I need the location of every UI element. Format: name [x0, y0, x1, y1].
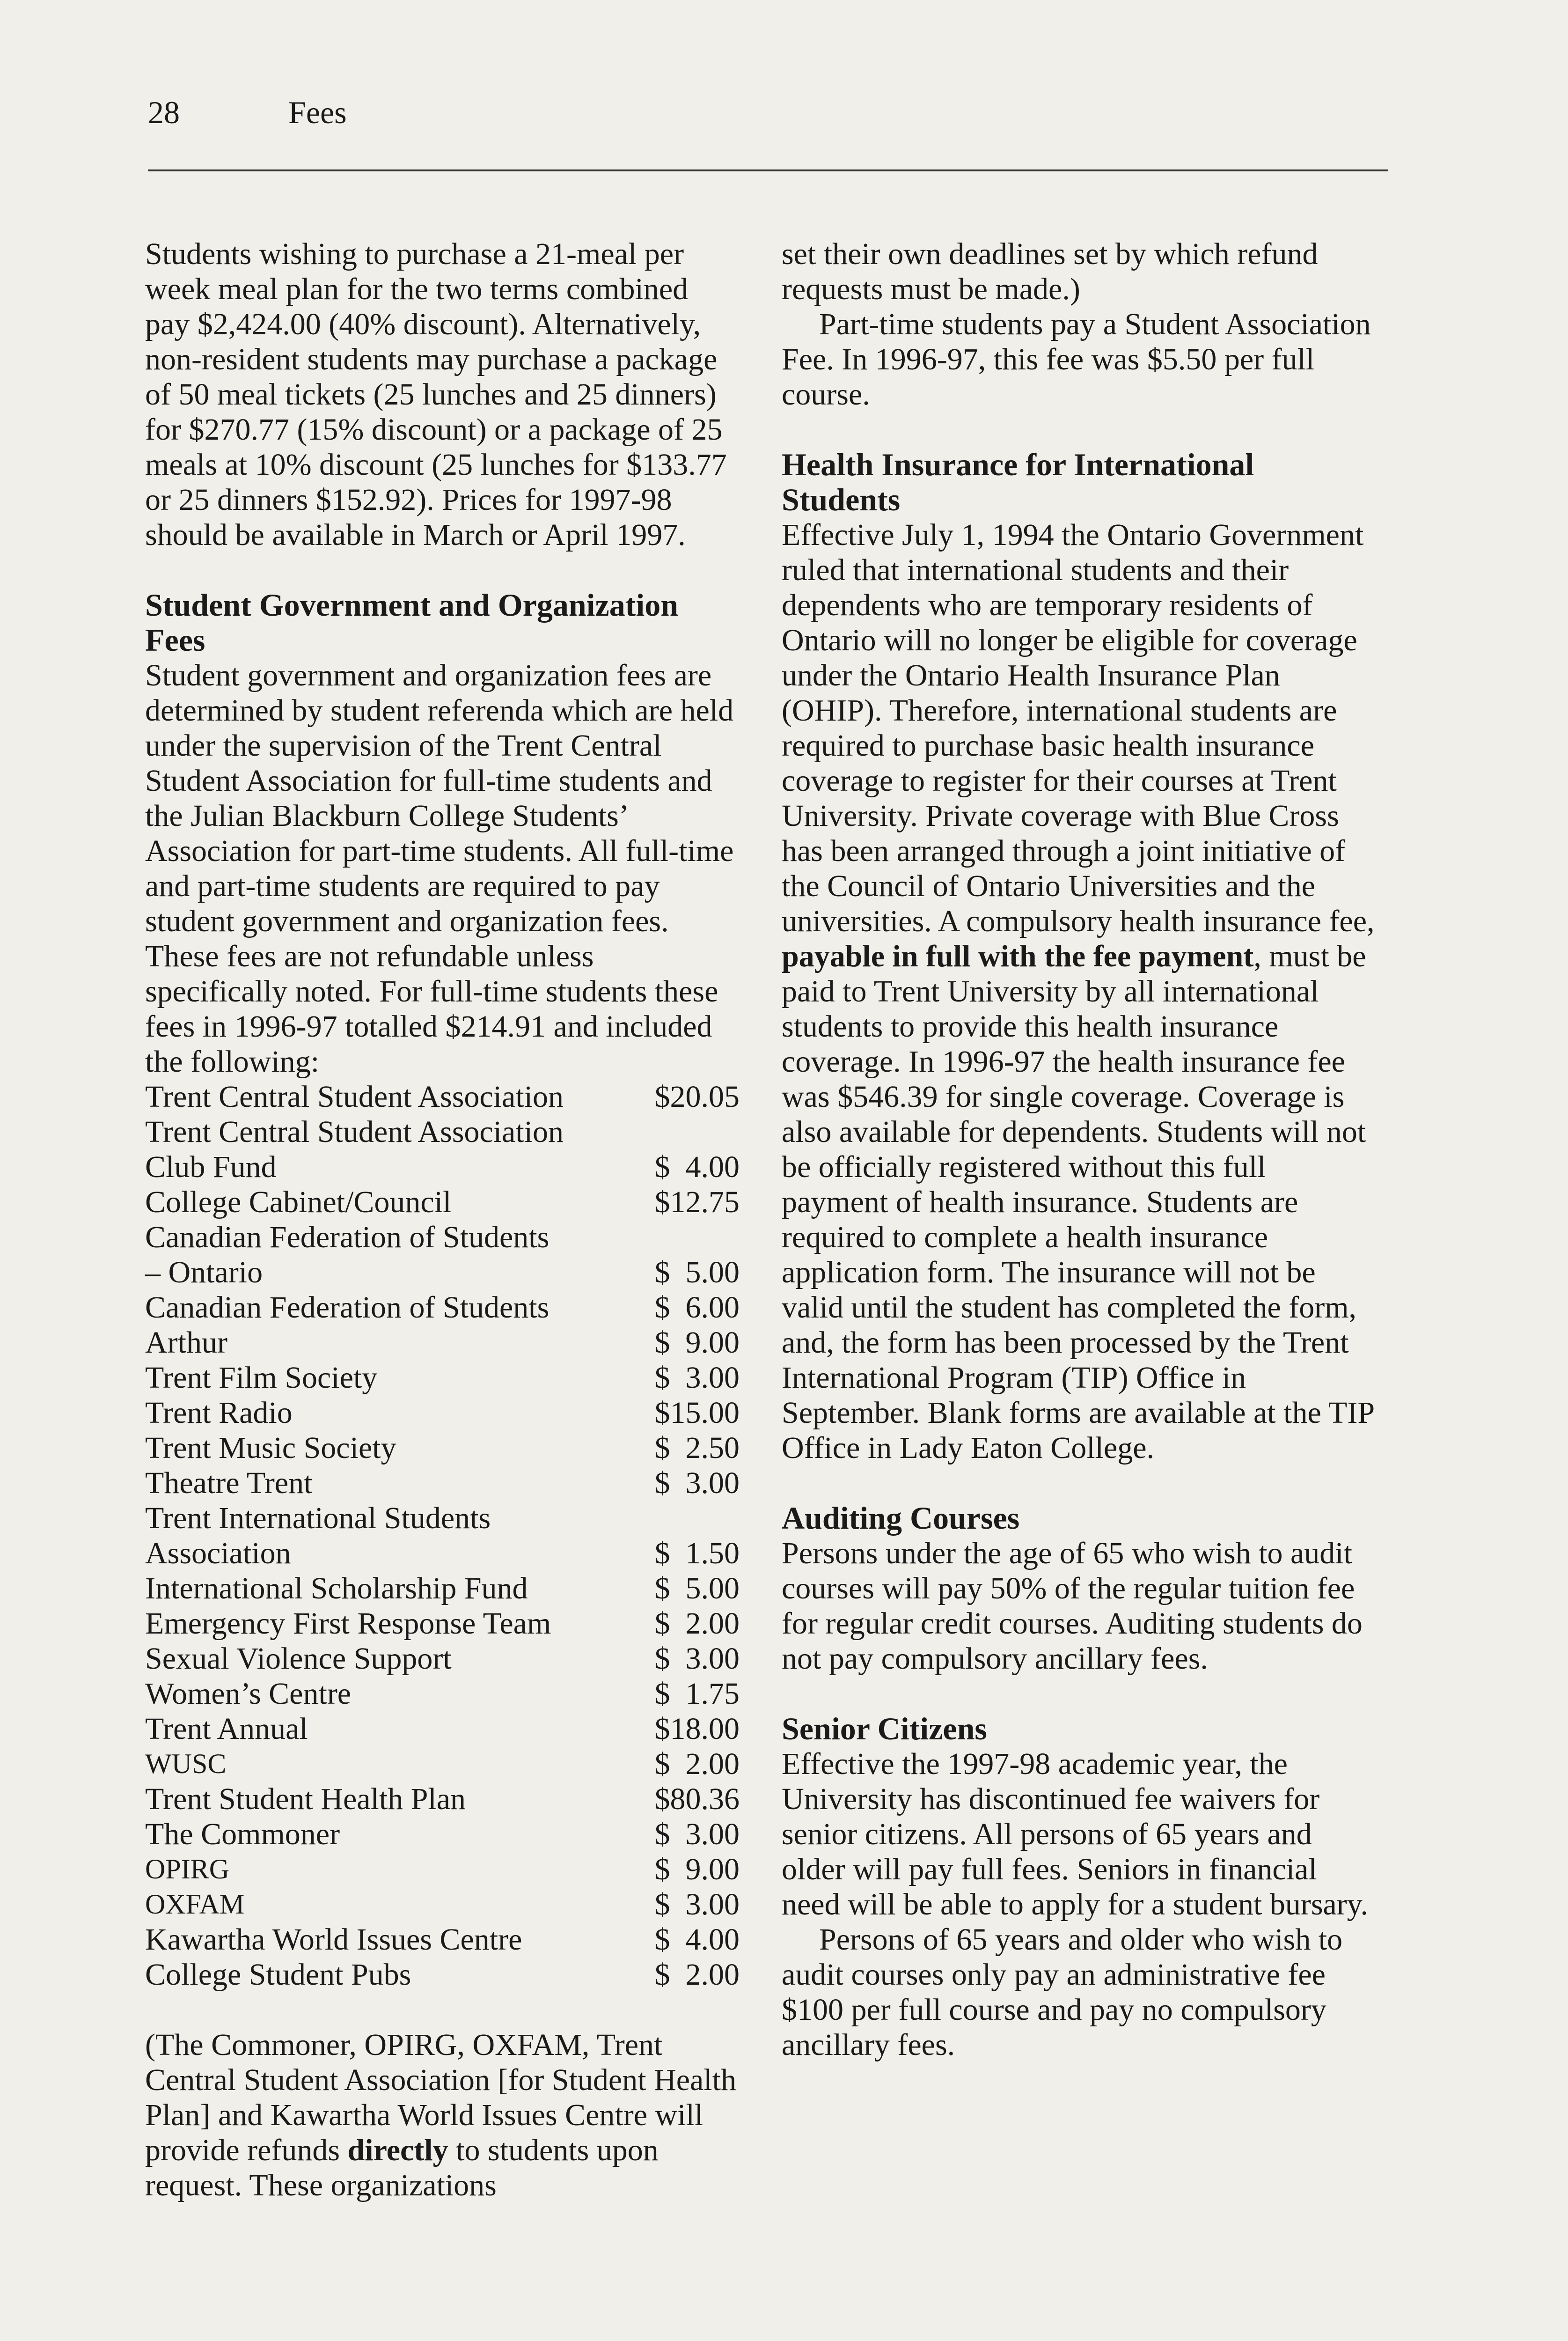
fee-name: College Cabinet/Council: [145, 1185, 452, 1219]
fee-name: Trent International Students: [145, 1501, 491, 1535]
auditing-courses-paragraph: Persons under the age of 65 who wish to audit courses will pay 50% of the regular tuition fee for regular credit courses. Auditing students do not pay compulsory ancillary fees.: [782, 1536, 1363, 1676]
fee-amount: [632, 1501, 740, 1536]
fee-amount: $ 2.50: [654, 1431, 740, 1465]
page-header: [148, 94, 347, 131]
fee-name: Trent Film Society: [145, 1361, 378, 1395]
fee-name: Emergency First Response Team: [145, 1606, 551, 1641]
fee-row: [145, 1536, 740, 1571]
fee-amount: $ 1.50: [654, 1536, 740, 1570]
fee-amount: $15.00: [654, 1396, 740, 1430]
student-government-paragraph: Student government and organization fees are determined by student referenda which are held under the supervision of the Trent Central Student Association for full-time students and the Julian Blackburn College Students’ Association for part-time students. All full-time and part-time students are required to pay student government and organization fees. These fees are not refundable unless specifically noted. For full-time students these fees in 1996-97 totalled $214.91 and included the following:: [145, 658, 734, 1079]
fee-row: [145, 1852, 740, 1887]
health-insurance-text-end: , must be paid to Trent University by all international students to provide this health insurance coverage. In 1996-97 the health insurance fee was $546.39 for single coverage. Coverage is also available for dependents. Students will not be officially registered without this full payment of health insurance. Students are required to complete a health insurance application form. The insurance will not be valid until the student has completed the form, and, the form has been processed by the Trent International Program (TIP) Office in September. Blank forms are available at the TIP Office in Lady Eaton College.: [782, 939, 1374, 1465]
spacer: [782, 412, 1376, 447]
fee-amount: $ 5.00: [654, 1255, 740, 1289]
health-insurance-text: Effective July 1, 1994 the Ontario Government ruled that international students and their dependents who are temporary residents of Ontario will no longer be eligible for coverage under the Ontario Health Insurance Plan (OHIP). Therefore, international students are required to purchase basic health insurance coverage to register for their courses at Trent University. Private coverage with Blue Cross has been arranged through a joint initiative of the Council of Ontario Universities and the universities. A compulsory health insurance fee,: [782, 518, 1375, 938]
refund-note-emphasis: directly: [347, 2133, 448, 2167]
fee-row: [145, 1711, 740, 1746]
fee-list: [145, 1079, 740, 1992]
fee-row: [145, 1255, 740, 1290]
fee-row: [145, 1746, 740, 1782]
spacer: [145, 1992, 740, 2027]
fee-amount: $80.36: [654, 1782, 740, 1816]
senior-citizens-paragraph: Effective the 1997-98 academic year, the University has discontinued fee waivers for senior citizens. All persons of 65 years and older will pay full fees. Seniors in financial need will be able to apply for a student bursary.: [782, 1747, 1369, 1921]
fee-row: [145, 1922, 740, 1957]
fee-name: OPIRG: [145, 1854, 230, 1885]
refund-note: [145, 2027, 740, 2203]
fee-name: Theatre Trent: [145, 1466, 313, 1500]
fee-row: [145, 1395, 740, 1430]
fee-amount: $ 3.00: [654, 1466, 740, 1500]
fee-amount: $ 3.00: [654, 1887, 740, 1921]
fee-name: Association: [145, 1536, 291, 1570]
left-column: [145, 236, 740, 2203]
fee-name: Trent Student Health Plan: [145, 1782, 466, 1816]
fee-amount: $12.75: [654, 1185, 740, 1219]
fee-row: [145, 1149, 740, 1185]
fee-name: Club Fund: [145, 1150, 277, 1184]
fee-amount: $ 6.00: [654, 1290, 740, 1325]
fee-row: [145, 1185, 740, 1220]
fee-name: The Commoner: [145, 1817, 340, 1851]
spacer: [782, 1676, 1376, 1711]
fee-amount: $ 2.00: [654, 1958, 740, 1992]
senior-audit-paragraph: Persons of 65 years and older who wish to audit courses only pay an administrative fee $100 per full course and pay no compulsory ancillary fees.: [782, 1922, 1343, 2062]
fee-name: OXFAM: [145, 1889, 245, 1920]
fee-row: [145, 1957, 740, 1992]
fee-amount: $ 9.00: [654, 1325, 740, 1360]
fee-name: Trent Annual: [145, 1712, 308, 1746]
fee-name: International Scholarship Fund: [145, 1571, 528, 1605]
page-number: 28: [148, 95, 180, 130]
fee-name: Trent Central Student Association: [145, 1080, 564, 1114]
fee-row: [145, 1571, 740, 1606]
fee-row: [145, 1430, 740, 1465]
refund-note-continued: set their own deadlines set by which refund requests must be made.): [782, 237, 1318, 306]
part-time-fee-paragraph: Part-time students pay a Student Association Fee. In 1996-97, this fee was $5.50 per full course.: [782, 307, 1371, 412]
fee-amount: $ 2.00: [654, 1747, 740, 1781]
student-government-heading: Student Government and Organization Fees: [145, 587, 679, 658]
fee-amount: $ 4.00: [654, 1150, 740, 1184]
fee-name: Kawartha World Issues Centre: [145, 1922, 522, 1957]
senior-citizens-heading: Senior Citizens: [782, 1711, 987, 1746]
fee-name: Women’s Centre: [145, 1677, 352, 1711]
section-title: Fees: [288, 95, 347, 130]
fee-amount: $ 4.00: [654, 1922, 740, 1957]
fee-name: Trent Music Society: [145, 1431, 396, 1465]
fee-row: [145, 1501, 740, 1536]
fee-amount: $ 3.00: [654, 1642, 740, 1676]
fee-amount: $ 3.00: [654, 1361, 740, 1395]
fee-row: [145, 1641, 740, 1676]
fee-row: [145, 1676, 740, 1711]
fee-name: Canadian Federation of Students: [145, 1220, 550, 1254]
fee-amount: [632, 1220, 740, 1255]
fee-row: [145, 1114, 740, 1149]
fee-amount: $ 9.00: [654, 1852, 740, 1886]
fee-name: College Student Pubs: [145, 1958, 411, 1992]
health-insurance-paragraph: [782, 517, 1376, 1465]
refund-note-text: (The Commoner, OPIRG, OXFAM, Trent Central Student Association [for Student Health Plan] and Kawartha World Issues Centre will provide refunds: [145, 2028, 736, 2167]
fee-name: Canadian Federation of Students: [145, 1290, 550, 1325]
fee-row: [145, 1290, 740, 1325]
right-column: [782, 236, 1376, 2062]
fee-row: [145, 1220, 740, 1255]
header-rule: [148, 169, 1388, 171]
fee-amount: $ 1.75: [654, 1677, 740, 1711]
fee-row: [145, 1606, 740, 1641]
refund-note-text-end: to students upon request. These organizations: [145, 2133, 659, 2202]
meal-plan-paragraph: Students wishing to purchase a 21-meal per week meal plan for the two terms combined pay $2,424.00 (40% discount). Alternatively, non-resident students may purchase a package of 50 meal tickets (25 lunches and 25 dinners) for $270.77 (15% discount) or a package of 25 meals at 10% discount (25 lunches for $133.77 or 25 dinners $152.92). Prices for 1997-98 should be available in March or April 1997.: [145, 237, 727, 552]
health-insurance-heading: Health Insurance for International Students: [782, 447, 1254, 517]
health-insurance-emphasis: payable in full with the fee payment: [782, 939, 1254, 973]
fee-name: Sexual Violence Support: [145, 1642, 452, 1676]
auditing-courses-heading: Auditing Courses: [782, 1500, 1020, 1536]
fee-amount: [632, 1114, 740, 1149]
fee-name: Trent Central Student Association: [145, 1115, 564, 1149]
fee-amount: $ 5.00: [654, 1571, 740, 1605]
fee-name: Trent Radio: [145, 1396, 293, 1430]
fee-amount: $18.00: [654, 1712, 740, 1746]
spacer: [782, 1465, 1376, 1501]
fee-name: WUSC: [145, 1748, 227, 1779]
fee-row: [145, 1325, 740, 1360]
fee-row: [145, 1817, 740, 1852]
spacer: [145, 552, 740, 588]
fee-name: – Ontario: [145, 1255, 263, 1289]
fee-amount: $ 3.00: [654, 1817, 740, 1851]
fee-row: [145, 1782, 740, 1817]
fee-amount: $20.05: [654, 1080, 740, 1114]
fee-name: Arthur: [145, 1325, 227, 1360]
fee-row: [145, 1887, 740, 1922]
fee-row: [145, 1079, 740, 1114]
fee-row: [145, 1465, 740, 1501]
fee-amount: $ 2.00: [654, 1606, 740, 1641]
fee-row: [145, 1360, 740, 1395]
